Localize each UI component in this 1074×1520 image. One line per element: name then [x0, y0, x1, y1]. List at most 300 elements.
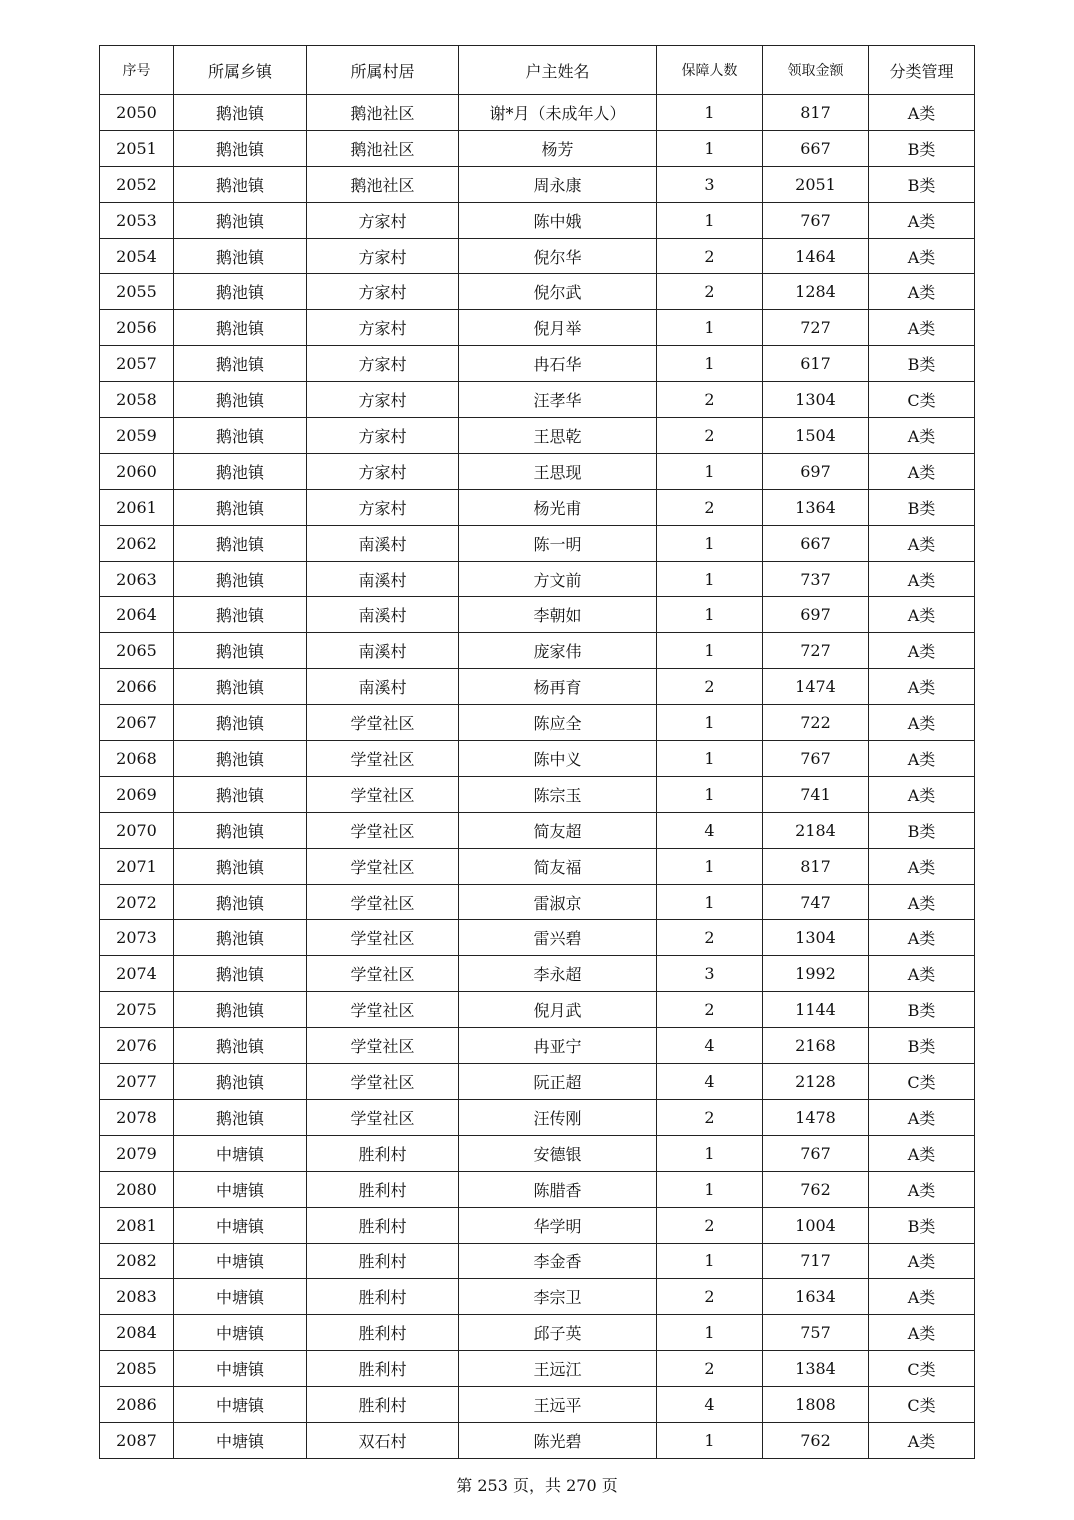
header-serial-number: 序号: [100, 46, 174, 95]
amount-cell: 1634: [763, 1279, 869, 1315]
covered-persons-cell: 3: [657, 956, 763, 992]
serial-number-cell: 2060: [100, 453, 174, 489]
householder-name-cell: 方文前: [459, 561, 657, 597]
table-row: [100, 705, 975, 741]
village-cell: 胜利村: [307, 1171, 459, 1207]
township-cell: 鹅池镇: [174, 166, 307, 202]
township-cell: 中塘镇: [174, 1422, 307, 1458]
village-cell: 胜利村: [307, 1387, 459, 1423]
serial-number-cell: 2084: [100, 1315, 174, 1351]
amount-cell: 697: [763, 453, 869, 489]
covered-persons-cell: 2: [657, 274, 763, 310]
householder-name-cell: 李永超: [459, 956, 657, 992]
table-row: [100, 920, 975, 956]
serial-number-cell: 2063: [100, 561, 174, 597]
village-cell: 胜利村: [307, 1351, 459, 1387]
table-row: [100, 848, 975, 884]
header-householder-name: 户主姓名: [459, 46, 657, 95]
householder-name-cell: 李朝如: [459, 597, 657, 633]
serial-number-cell: 2061: [100, 489, 174, 525]
amount-cell: 2168: [763, 1028, 869, 1064]
householder-name-cell: 周永康: [459, 166, 657, 202]
covered-persons-cell: 2: [657, 1351, 763, 1387]
householder-name-cell: 倪月武: [459, 992, 657, 1028]
category-cell: A类: [869, 95, 975, 131]
serial-number-cell: 2053: [100, 202, 174, 238]
amount-cell: 1284: [763, 274, 869, 310]
covered-persons-cell: 1: [657, 525, 763, 561]
village-cell: 学堂社区: [307, 920, 459, 956]
householder-name-cell: 倪月举: [459, 310, 657, 346]
table-row: [100, 202, 975, 238]
category-cell: A类: [869, 633, 975, 669]
amount-cell: 697: [763, 597, 869, 633]
covered-persons-cell: 1: [657, 633, 763, 669]
township-cell: 鹅池镇: [174, 1099, 307, 1135]
table-row: [100, 1243, 975, 1279]
township-cell: 中塘镇: [174, 1135, 307, 1171]
assistance-table: [99, 45, 975, 1459]
category-cell: A类: [869, 1171, 975, 1207]
village-cell: 南溪村: [307, 561, 459, 597]
township-cell: 鹅池镇: [174, 202, 307, 238]
village-cell: 鹅池社区: [307, 130, 459, 166]
header-covered-persons: 保障人数: [657, 46, 763, 95]
householder-name-cell: 陈一明: [459, 525, 657, 561]
village-cell: 胜利村: [307, 1315, 459, 1351]
householder-name-cell: 杨再育: [459, 669, 657, 705]
serial-number-cell: 2064: [100, 597, 174, 633]
township-cell: 鹅池镇: [174, 418, 307, 454]
covered-persons-cell: 1: [657, 1315, 763, 1351]
householder-name-cell: 谢*月（未成年人）: [459, 95, 657, 131]
amount-cell: 1304: [763, 920, 869, 956]
township-cell: 鹅池镇: [174, 382, 307, 418]
serial-number-cell: 2051: [100, 130, 174, 166]
category-cell: A类: [869, 884, 975, 920]
header-village: 所属村居: [307, 46, 459, 95]
table-row: [100, 382, 975, 418]
table-row: [100, 346, 975, 382]
township-cell: 鹅池镇: [174, 884, 307, 920]
serial-number-cell: 2066: [100, 669, 174, 705]
amount-cell: 1364: [763, 489, 869, 525]
village-cell: 方家村: [307, 489, 459, 525]
township-cell: 鹅池镇: [174, 1064, 307, 1100]
township-cell: 鹅池镇: [174, 274, 307, 310]
village-cell: 胜利村: [307, 1243, 459, 1279]
householder-name-cell: 华学明: [459, 1207, 657, 1243]
serial-number-cell: 2056: [100, 310, 174, 346]
category-cell: A类: [869, 597, 975, 633]
amount-cell: 767: [763, 741, 869, 777]
village-cell: 方家村: [307, 310, 459, 346]
covered-persons-cell: 2: [657, 1099, 763, 1135]
table-row: [100, 453, 975, 489]
category-cell: A类: [869, 848, 975, 884]
category-cell: A类: [869, 1099, 975, 1135]
village-cell: 学堂社区: [307, 848, 459, 884]
amount-cell: 617: [763, 346, 869, 382]
serial-number-cell: 2082: [100, 1243, 174, 1279]
township-cell: 中塘镇: [174, 1351, 307, 1387]
table-row: [100, 992, 975, 1028]
table-row: [100, 884, 975, 920]
amount-cell: 767: [763, 202, 869, 238]
amount-cell: 667: [763, 525, 869, 561]
householder-name-cell: 庞家伟: [459, 633, 657, 669]
village-cell: 学堂社区: [307, 812, 459, 848]
covered-persons-cell: 1: [657, 310, 763, 346]
category-cell: A类: [869, 1279, 975, 1315]
covered-persons-cell: 1: [657, 202, 763, 238]
covered-persons-cell: 4: [657, 1028, 763, 1064]
category-cell: A类: [869, 1243, 975, 1279]
table-row: [100, 1028, 975, 1064]
table-row: [100, 525, 975, 561]
amount-cell: 2184: [763, 812, 869, 848]
table-row: [100, 1099, 975, 1135]
covered-persons-cell: 4: [657, 1064, 763, 1100]
table-row: [100, 489, 975, 525]
table-row: [100, 95, 975, 131]
township-cell: 鹅池镇: [174, 130, 307, 166]
village-cell: 胜利村: [307, 1279, 459, 1315]
householder-name-cell: 陈光碧: [459, 1422, 657, 1458]
village-cell: 鹅池社区: [307, 95, 459, 131]
covered-persons-cell: 1: [657, 705, 763, 741]
category-cell: A类: [869, 1422, 975, 1458]
township-cell: 鹅池镇: [174, 95, 307, 131]
village-cell: 方家村: [307, 453, 459, 489]
category-cell: A类: [869, 525, 975, 561]
township-cell: 鹅池镇: [174, 1028, 307, 1064]
householder-name-cell: 陈中义: [459, 741, 657, 777]
covered-persons-cell: 2: [657, 1279, 763, 1315]
category-cell: A类: [869, 202, 975, 238]
table-row: [100, 561, 975, 597]
amount-cell: 767: [763, 1135, 869, 1171]
table-row: [100, 597, 975, 633]
householder-name-cell: 李金香: [459, 1243, 657, 1279]
covered-persons-cell: 1: [657, 95, 763, 131]
covered-persons-cell: 1: [657, 1243, 763, 1279]
township-cell: 中塘镇: [174, 1315, 307, 1351]
serial-number-cell: 2080: [100, 1171, 174, 1207]
covered-persons-cell: 1: [657, 741, 763, 777]
table-row: [100, 1171, 975, 1207]
category-cell: C类: [869, 382, 975, 418]
covered-persons-cell: 1: [657, 1422, 763, 1458]
amount-cell: 1478: [763, 1099, 869, 1135]
covered-persons-cell: 1: [657, 1135, 763, 1171]
serial-number-cell: 2070: [100, 812, 174, 848]
covered-persons-cell: 1: [657, 1171, 763, 1207]
serial-number-cell: 2078: [100, 1099, 174, 1135]
table-row: [100, 130, 975, 166]
table-row: [100, 1422, 975, 1458]
householder-name-cell: 简友超: [459, 812, 657, 848]
township-cell: 鹅池镇: [174, 525, 307, 561]
serial-number-cell: 2055: [100, 274, 174, 310]
householder-name-cell: 安德银: [459, 1135, 657, 1171]
category-cell: A类: [869, 776, 975, 812]
table-row: [100, 166, 975, 202]
table-row: [100, 1351, 975, 1387]
table-row: [100, 1279, 975, 1315]
householder-name-cell: 杨芳: [459, 130, 657, 166]
township-cell: 鹅池镇: [174, 705, 307, 741]
amount-cell: 747: [763, 884, 869, 920]
covered-persons-cell: 2: [657, 992, 763, 1028]
village-cell: 学堂社区: [307, 705, 459, 741]
amount-cell: 1992: [763, 956, 869, 992]
amount-cell: 722: [763, 705, 869, 741]
amount-cell: 1474: [763, 669, 869, 705]
householder-name-cell: 雷兴碧: [459, 920, 657, 956]
householder-name-cell: 王远平: [459, 1387, 657, 1423]
serial-number-cell: 2077: [100, 1064, 174, 1100]
householder-name-cell: 王思现: [459, 453, 657, 489]
table-row: [100, 274, 975, 310]
category-cell: C类: [869, 1387, 975, 1423]
householder-name-cell: 王思乾: [459, 418, 657, 454]
township-cell: 鹅池镇: [174, 956, 307, 992]
serial-number-cell: 2074: [100, 956, 174, 992]
township-cell: 鹅池镇: [174, 633, 307, 669]
table-row: [100, 741, 975, 777]
village-cell: 双石村: [307, 1422, 459, 1458]
township-cell: 鹅池镇: [174, 453, 307, 489]
village-cell: 学堂社区: [307, 776, 459, 812]
covered-persons-cell: 2: [657, 238, 763, 274]
township-cell: 中塘镇: [174, 1279, 307, 1315]
householder-name-cell: 倪尔武: [459, 274, 657, 310]
serial-number-cell: 2069: [100, 776, 174, 812]
category-cell: B类: [869, 1028, 975, 1064]
amount-cell: 2128: [763, 1064, 869, 1100]
serial-number-cell: 2085: [100, 1351, 174, 1387]
header-category: 分类管理: [869, 46, 975, 95]
householder-name-cell: 雷淑京: [459, 884, 657, 920]
township-cell: 鹅池镇: [174, 489, 307, 525]
village-cell: 学堂社区: [307, 992, 459, 1028]
village-cell: 学堂社区: [307, 1064, 459, 1100]
township-cell: 中塘镇: [174, 1387, 307, 1423]
amount-cell: 2051: [763, 166, 869, 202]
village-cell: 学堂社区: [307, 1099, 459, 1135]
amount-cell: 817: [763, 95, 869, 131]
amount-cell: 1004: [763, 1207, 869, 1243]
householder-name-cell: 简友福: [459, 848, 657, 884]
serial-number-cell: 2087: [100, 1422, 174, 1458]
village-cell: 方家村: [307, 382, 459, 418]
category-cell: A类: [869, 418, 975, 454]
village-cell: 学堂社区: [307, 741, 459, 777]
householder-name-cell: 汪传刚: [459, 1099, 657, 1135]
category-cell: A类: [869, 669, 975, 705]
table-row: [100, 1064, 975, 1100]
amount-cell: 817: [763, 848, 869, 884]
covered-persons-cell: 2: [657, 1207, 763, 1243]
covered-persons-cell: 1: [657, 848, 763, 884]
category-cell: B类: [869, 1207, 975, 1243]
covered-persons-cell: 1: [657, 561, 763, 597]
category-cell: A类: [869, 705, 975, 741]
householder-name-cell: 邱子英: [459, 1315, 657, 1351]
serial-number-cell: 2073: [100, 920, 174, 956]
category-cell: B类: [869, 489, 975, 525]
village-cell: 南溪村: [307, 669, 459, 705]
village-cell: 南溪村: [307, 633, 459, 669]
township-cell: 鹅池镇: [174, 561, 307, 597]
township-cell: 鹅池镇: [174, 346, 307, 382]
householder-name-cell: 汪孝华: [459, 382, 657, 418]
village-cell: 方家村: [307, 274, 459, 310]
village-cell: 方家村: [307, 202, 459, 238]
village-cell: 学堂社区: [307, 956, 459, 992]
village-cell: 鹅池社区: [307, 166, 459, 202]
covered-persons-cell: 1: [657, 130, 763, 166]
table-row: [100, 418, 975, 454]
table-row: [100, 1135, 975, 1171]
serial-number-cell: 2083: [100, 1279, 174, 1315]
amount-cell: 757: [763, 1315, 869, 1351]
serial-number-cell: 2086: [100, 1387, 174, 1423]
category-cell: B类: [869, 166, 975, 202]
householder-name-cell: 杨光甫: [459, 489, 657, 525]
serial-number-cell: 2076: [100, 1028, 174, 1064]
covered-persons-cell: 1: [657, 884, 763, 920]
householder-name-cell: 倪尔华: [459, 238, 657, 274]
householder-name-cell: 冉石华: [459, 346, 657, 382]
category-cell: B类: [869, 346, 975, 382]
serial-number-cell: 2050: [100, 95, 174, 131]
table-header-row: [100, 46, 975, 95]
householder-name-cell: 陈腊香: [459, 1171, 657, 1207]
amount-cell: 1304: [763, 382, 869, 418]
householder-name-cell: 陈应全: [459, 705, 657, 741]
category-cell: A类: [869, 561, 975, 597]
covered-persons-cell: 4: [657, 812, 763, 848]
serial-number-cell: 2081: [100, 1207, 174, 1243]
category-cell: A类: [869, 956, 975, 992]
amount-cell: 1384: [763, 1351, 869, 1387]
township-cell: 鹅池镇: [174, 848, 307, 884]
serial-number-cell: 2057: [100, 346, 174, 382]
serial-number-cell: 2072: [100, 884, 174, 920]
village-cell: 学堂社区: [307, 884, 459, 920]
serial-number-cell: 2062: [100, 525, 174, 561]
category-cell: A类: [869, 274, 975, 310]
category-cell: A类: [869, 741, 975, 777]
table-row: [100, 669, 975, 705]
header-township: 所属乡镇: [174, 46, 307, 95]
serial-number-cell: 2071: [100, 848, 174, 884]
householder-name-cell: 李宗卫: [459, 1279, 657, 1315]
serial-number-cell: 2075: [100, 992, 174, 1028]
township-cell: 鹅池镇: [174, 920, 307, 956]
township-cell: 鹅池镇: [174, 992, 307, 1028]
householder-name-cell: 阮正超: [459, 1064, 657, 1100]
table-row: [100, 776, 975, 812]
table-body: [100, 95, 975, 1459]
covered-persons-cell: 3: [657, 166, 763, 202]
covered-persons-cell: 2: [657, 382, 763, 418]
category-cell: A类: [869, 310, 975, 346]
village-cell: 胜利村: [307, 1207, 459, 1243]
amount-cell: 741: [763, 776, 869, 812]
covered-persons-cell: 2: [657, 669, 763, 705]
category-cell: B类: [869, 130, 975, 166]
page-number-footer: 第 253 页，共 270 页: [456, 1476, 618, 1495]
township-cell: 鹅池镇: [174, 741, 307, 777]
category-cell: A类: [869, 920, 975, 956]
amount-cell: 667: [763, 130, 869, 166]
amount-cell: 737: [763, 561, 869, 597]
serial-number-cell: 2052: [100, 166, 174, 202]
table-row: [100, 310, 975, 346]
covered-persons-cell: 1: [657, 453, 763, 489]
township-cell: 鹅池镇: [174, 669, 307, 705]
amount-cell: 727: [763, 633, 869, 669]
householder-name-cell: 冉亚宁: [459, 1028, 657, 1064]
township-cell: 鹅池镇: [174, 812, 307, 848]
village-cell: 南溪村: [307, 525, 459, 561]
amount-cell: 717: [763, 1243, 869, 1279]
covered-persons-cell: 1: [657, 346, 763, 382]
table-row: [100, 812, 975, 848]
category-cell: B类: [869, 812, 975, 848]
serial-number-cell: 2054: [100, 238, 174, 274]
amount-cell: 1464: [763, 238, 869, 274]
village-cell: 南溪村: [307, 597, 459, 633]
table-row: [100, 1207, 975, 1243]
category-cell: C类: [869, 1064, 975, 1100]
amount-cell: 1504: [763, 418, 869, 454]
householder-name-cell: 陈中娥: [459, 202, 657, 238]
amount-cell: 762: [763, 1422, 869, 1458]
category-cell: B类: [869, 992, 975, 1028]
householder-name-cell: 陈宗玉: [459, 776, 657, 812]
covered-persons-cell: 1: [657, 597, 763, 633]
village-cell: 方家村: [307, 418, 459, 454]
category-cell: A类: [869, 1135, 975, 1171]
serial-number-cell: 2068: [100, 741, 174, 777]
category-cell: C类: [869, 1351, 975, 1387]
category-cell: A类: [869, 453, 975, 489]
table-row: [100, 238, 975, 274]
amount-cell: 1808: [763, 1387, 869, 1423]
covered-persons-cell: 2: [657, 489, 763, 525]
category-cell: A类: [869, 1315, 975, 1351]
village-cell: 学堂社区: [307, 1028, 459, 1064]
covered-persons-cell: 1: [657, 776, 763, 812]
township-cell: 中塘镇: [174, 1207, 307, 1243]
amount-cell: 727: [763, 310, 869, 346]
serial-number-cell: 2065: [100, 633, 174, 669]
amount-cell: 762: [763, 1171, 869, 1207]
township-cell: 鹅池镇: [174, 776, 307, 812]
covered-persons-cell: 2: [657, 418, 763, 454]
covered-persons-cell: 4: [657, 1387, 763, 1423]
serial-number-cell: 2059: [100, 418, 174, 454]
village-cell: 方家村: [307, 346, 459, 382]
township-cell: 鹅池镇: [174, 310, 307, 346]
township-cell: 中塘镇: [174, 1243, 307, 1279]
covered-persons-cell: 2: [657, 920, 763, 956]
township-cell: 鹅池镇: [174, 238, 307, 274]
